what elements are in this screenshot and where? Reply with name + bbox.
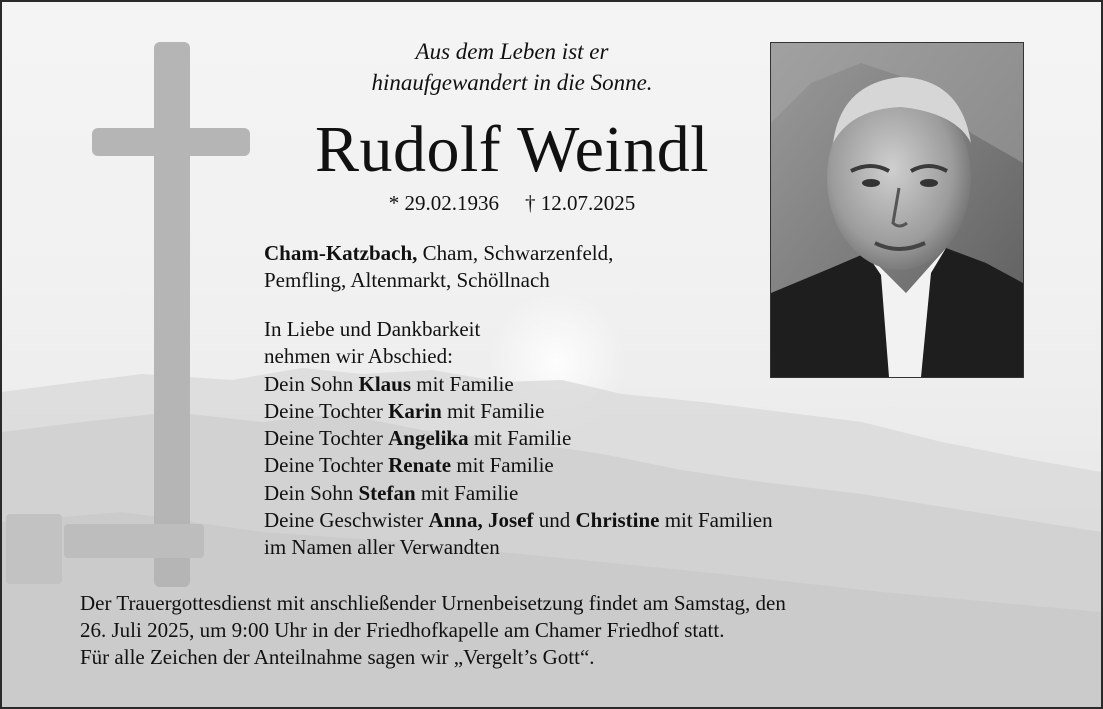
- mourner-line: Dein Sohn Klaus mit Familie: [264, 371, 514, 396]
- portrait-photo: [770, 42, 1024, 378]
- portrait-illustration: [771, 43, 1023, 377]
- places-list: [264, 240, 613, 294]
- intro-line: hinaufgewandert in die Sonne.: [371, 70, 653, 95]
- mourners-closing: im Namen aller Verwandten: [264, 535, 500, 560]
- service-line: 26. Juli 2025, um 9:00 Uhr in der Friedhofkapelle am Chamer Friedhof statt.: [80, 618, 725, 642]
- deceased-name: Rudolf Weindl: [314, 113, 710, 186]
- service-line: Der Trauergottesdienst mit anschließender Urnenbeisetzung findet am Samstag, den: [80, 591, 786, 615]
- service-announcement: [80, 590, 1040, 671]
- place-line: Pemfling, Altenmarkt, Schöllnach: [264, 268, 550, 292]
- place-primary: Cham-Katzbach,: [264, 241, 418, 265]
- mourner-line: Dein Sohn Stefan mit Familie: [264, 480, 519, 505]
- death-date: † 12.07.2025: [525, 191, 636, 215]
- mourners-list: [264, 316, 773, 562]
- birth-date: * 29.02.1936: [388, 191, 499, 215]
- intro-line: Aus dem Leben ist er: [415, 39, 609, 64]
- intro-verse: [262, 36, 762, 98]
- place-rest: Cham, Schwarzenfeld,: [417, 241, 614, 265]
- mourners-intro: In Liebe und Dankbarkeit: [264, 317, 481, 341]
- mourner-line: Deine Tochter Renate mit Familie: [264, 453, 554, 478]
- mourner-line: Deine Tochter Angelika mit Familie: [264, 426, 572, 451]
- siblings-line: Deine Geschwister Anna, Josef und Christine mit Familien: [264, 508, 773, 533]
- mourner-line: Deine Tochter Karin mit Familie: [264, 398, 545, 423]
- life-dates: [262, 189, 762, 217]
- mourners-intro: nehmen wir Abschied:: [264, 344, 453, 369]
- thanks-line: Für alle Zeichen der Anteilnahme sagen wir „Vergelt’s Gott“.: [80, 645, 595, 669]
